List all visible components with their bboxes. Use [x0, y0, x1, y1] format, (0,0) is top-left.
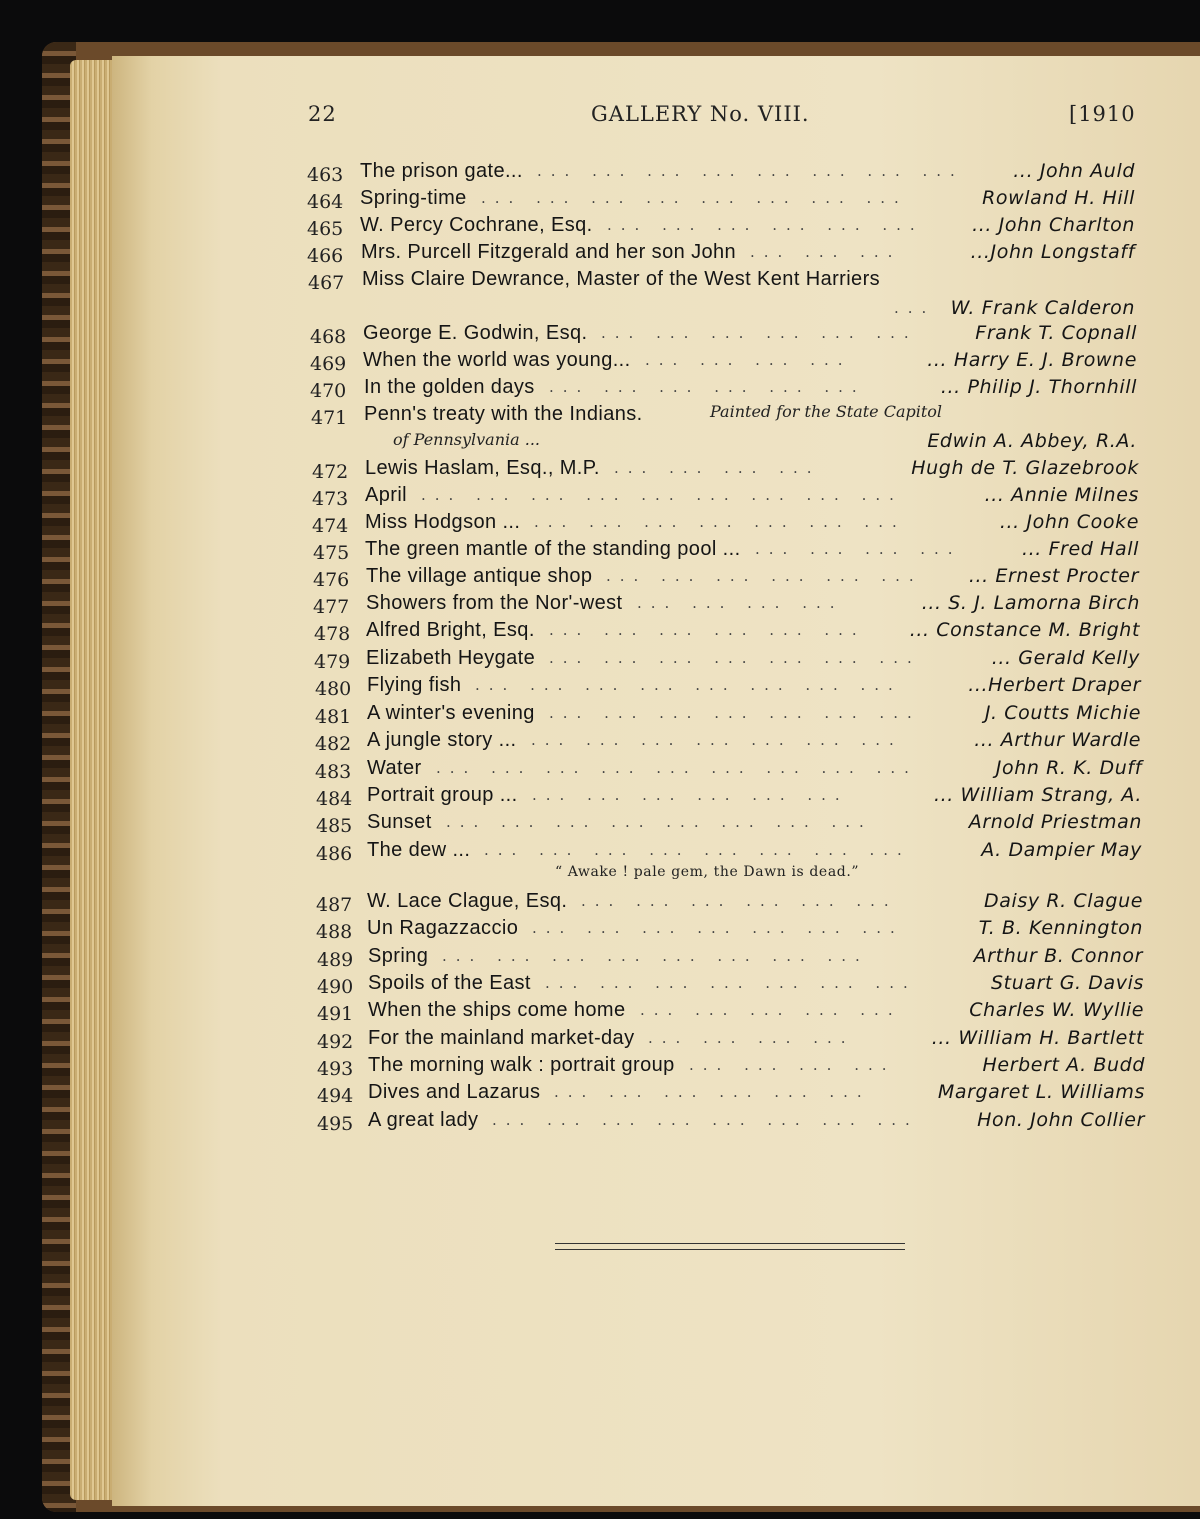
dot-leader: ... ... ... ... — [637, 594, 844, 612]
catalogue-entry — [0, 917, 1200, 943]
entry-title: April — [365, 484, 408, 506]
dot-leader: ... ... ... ... ... ... ... — [531, 731, 903, 749]
entry-number: 465 — [307, 218, 344, 240]
entry-number: 483 — [315, 761, 352, 783]
entry-title: The village antique shop — [366, 565, 593, 587]
entry-number: 493 — [317, 1058, 354, 1080]
entry-title: A winter's evening — [367, 702, 535, 724]
entry-title: Un Ragazzaccio — [367, 917, 519, 939]
entry-title: Water — [367, 757, 422, 779]
entry-artist: Herbert A. Budd — [982, 1054, 1145, 1076]
entry-title: A jungle story ... — [367, 729, 517, 751]
entry-title: Mrs. Purcell Fitzgerald and her son John — [361, 241, 737, 263]
catalogue-entry — [0, 619, 1200, 645]
entry-title: Miss Claire Dewrance, Master of the West Kent Harriers — [362, 268, 881, 290]
entry-title: Spring — [368, 945, 429, 967]
catalogue-entry — [0, 784, 1200, 810]
entry-artist: Arthur B. Connor — [973, 945, 1143, 967]
catalogue-entry — [0, 999, 1200, 1025]
entry-title: Showers from the Nor'-west — [366, 592, 623, 614]
entry-number: 474 — [312, 515, 349, 537]
entry-artist: Margaret L. Williams — [937, 1081, 1145, 1103]
dot-leader: ... ... ... ... ... ... ... — [532, 919, 904, 937]
dot-leader: ... ... ... ... ... ... — [581, 892, 898, 910]
dot-leader: ... ... ... ... ... ... ... ... — [481, 189, 908, 207]
entry-number: 476 — [313, 569, 350, 591]
entry-title: George E. Godwin, Esq. — [363, 322, 588, 344]
entry-artist: John R. K. Duff — [995, 757, 1142, 779]
entry-artist: ... Annie Milnes — [984, 484, 1139, 506]
entry-artist: Edwin A. Abbey, R.A. — [927, 430, 1137, 452]
entry-artist: ... William Strang, A. — [934, 784, 1142, 806]
entry-artist: ... John Cooke — [999, 511, 1139, 533]
entry-title: W. Lace Clague, Esq. — [367, 890, 568, 912]
entry-artist: T. B. Kennington — [978, 917, 1143, 939]
entry-quote: “ Awake ! pale gem, the Dawn is dead.” — [555, 864, 860, 880]
entry-number: 477 — [313, 596, 350, 618]
entry-number: 484 — [316, 788, 353, 810]
entry-number: 473 — [312, 488, 349, 510]
dot-leader: ... ... ... ... — [755, 540, 962, 558]
dot-leader: ... ... ... ... ... ... — [606, 567, 923, 585]
catalogue-entry — [0, 674, 1200, 700]
dot-leader: ... ... ... ... ... ... ... ... — [475, 676, 902, 694]
dot-leader: ... ... ... ... — [645, 351, 852, 369]
catalogue-entry — [0, 839, 1200, 880]
entry-artist: J. Coutts Michie — [984, 702, 1141, 724]
catalogue-entry — [0, 972, 1200, 998]
dot-leader: ... — [894, 299, 936, 317]
dot-leader: ... ... ... ... ... ... ... ... — [492, 1111, 919, 1129]
entry-number: 471 — [311, 407, 348, 429]
entry-artist: ... Fred Hall — [1022, 538, 1139, 560]
entry-number: 481 — [315, 706, 352, 728]
page-number: 22 — [308, 102, 337, 126]
entry-note-continued: of Pennsylvania ... — [393, 430, 541, 449]
entry-number: 492 — [317, 1031, 354, 1053]
dot-leader: ... ... ... ... ... ... ... — [549, 649, 921, 667]
catalogue-entry — [0, 457, 1200, 483]
dot-leader: ... ... ... ... ... ... ... — [549, 704, 921, 722]
dot-leader: ... ... ... ... ... ... ... ... — [484, 841, 911, 859]
dot-leader: ... ... ... ... — [614, 459, 821, 477]
entry-artist: Daisy R. Clague — [984, 890, 1143, 912]
entry-title: The prison gate... — [360, 160, 523, 182]
entry-artist: Charles W. Wyllie — [969, 999, 1144, 1021]
dot-leader: ... ... ... ... ... ... — [554, 1083, 871, 1101]
entry-title: Spoils of the East — [368, 972, 531, 994]
entry-number: 490 — [317, 976, 354, 998]
catalogue-entry — [0, 565, 1200, 591]
entry-number: 475 — [313, 542, 350, 564]
catalogue-entry — [0, 811, 1200, 837]
entry-title: Portrait group ... — [367, 784, 518, 806]
entry-artist: ... Arthur Wardle — [974, 729, 1141, 751]
entry-artist: ... Philip J. Thornhill — [940, 376, 1137, 398]
entry-title: Sunset — [367, 811, 432, 833]
entry-number: 485 — [316, 815, 353, 837]
page-header — [0, 102, 1200, 142]
entry-title: Penn's treaty with the Indians. — [364, 403, 643, 425]
dot-leader: ... ... ... ... ... ... ... ... — [446, 813, 873, 831]
catalogue-entry — [0, 647, 1200, 673]
catalogue-entry — [0, 1027, 1200, 1053]
dot-leader: ... ... ... ... ... ... — [549, 621, 866, 639]
entry-title: The dew ... — [367, 839, 471, 861]
entry-title: Alfred Bright, Esq. — [366, 619, 535, 641]
entry-number: 487 — [316, 894, 353, 916]
entry-artist: ... John Charlton — [972, 214, 1135, 236]
catalogue-entry — [0, 592, 1200, 618]
dot-leader: ... ... ... ... ... ... ... ... ... — [421, 486, 903, 504]
entry-title: W. Percy Cochrane, Esq. — [360, 214, 593, 236]
catalogue-entry — [0, 214, 1200, 240]
entry-title: Lewis Haslam, Esq., M.P. — [365, 457, 600, 479]
entry-title: When the world was young... — [363, 349, 631, 371]
entry-number: 491 — [317, 1003, 354, 1025]
entry-number: 494 — [317, 1085, 354, 1107]
entry-title: For the mainland market-day — [368, 1027, 635, 1049]
catalogue-entry — [0, 702, 1200, 728]
catalogue-entry — [0, 349, 1200, 375]
catalogue-entry — [0, 757, 1200, 783]
dot-leader: ... ... ... ... ... ... ... ... ... — [436, 759, 918, 777]
dot-leader: ... ... ... ... ... ... — [549, 378, 866, 396]
entry-number: 470 — [310, 380, 347, 402]
end-rule-top — [555, 1243, 905, 1244]
catalogue-entry — [0, 484, 1200, 510]
entry-title: Dives and Lazarus — [368, 1081, 541, 1103]
entry-title: The green mantle of the standing pool ... — [365, 538, 741, 560]
entry-artist: ...John Longstaff — [970, 241, 1135, 263]
entry-artist: ... S. J. Lamorna Birch — [921, 592, 1140, 614]
catalogue-entry — [0, 1109, 1200, 1135]
catalogue-entry — [0, 376, 1200, 402]
dot-leader: ... ... ... ... ... — [640, 1001, 902, 1019]
entry-number: 479 — [314, 651, 351, 673]
entry-number: 486 — [316, 843, 353, 865]
entry-number: 489 — [317, 949, 354, 971]
entry-number: 472 — [312, 461, 349, 483]
catalogue-entry — [0, 402, 1200, 452]
entry-title: In the golden days — [364, 376, 535, 398]
gallery-title: GALLERY No. VIII. — [591, 102, 810, 126]
entry-artist: ... William H. Bartlett — [931, 1027, 1144, 1049]
catalogue-year: [1910 — [1069, 102, 1136, 126]
entry-title: Elizabeth Heygate — [366, 647, 536, 669]
dot-leader: ... ... ... ... — [648, 1029, 855, 1047]
entry-artist: ... Harry E. J. Browne — [927, 349, 1137, 371]
entry-artist: ... John Auld — [1013, 160, 1135, 182]
catalogue-entry — [0, 1081, 1200, 1107]
entry-number: 480 — [315, 678, 352, 700]
entry-number: 482 — [315, 733, 352, 755]
entry-number: 469 — [310, 353, 347, 375]
entry-artist: ... Gerald Kelly — [991, 647, 1140, 669]
entry-number: 466 — [307, 245, 344, 267]
catalogue-entry — [0, 511, 1200, 537]
entry-artist: Stuart G. Davis — [991, 972, 1144, 994]
dot-leader: ... ... ... ... ... ... ... ... — [442, 947, 869, 965]
entry-number: 495 — [317, 1113, 354, 1135]
entry-artist: ... Ernest Procter — [968, 565, 1139, 587]
dot-leader: ... ... ... ... ... ... ... — [545, 974, 917, 992]
entry-number: 464 — [307, 191, 344, 213]
entry-number: 463 — [307, 164, 344, 186]
entry-title: When the ships come home — [368, 999, 626, 1021]
entry-artist: ... Constance M. Bright — [909, 619, 1140, 641]
catalogue-entry — [0, 241, 1200, 267]
entry-title: A great lady — [368, 1109, 479, 1131]
dot-leader: ... ... ... ... ... ... — [601, 324, 918, 342]
dot-leader: ... ... ... ... — [689, 1056, 896, 1074]
entry-number: 467 — [308, 272, 345, 294]
catalogue-entry — [0, 890, 1200, 916]
entry-title: Flying fish — [367, 674, 462, 696]
entry-artist: Hon. John Collier — [977, 1109, 1145, 1131]
catalogue-entry — [0, 538, 1200, 564]
catalogue-entry — [0, 322, 1200, 348]
entry-artist: A. Dampier May — [981, 839, 1142, 861]
entry-title: Spring-time — [360, 187, 467, 209]
dot-leader: ... ... ... ... ... ... ... — [534, 513, 906, 531]
entry-artist: W. Frank Calderon — [950, 297, 1135, 319]
entry-artist: Hugh de T. Glazebrook — [911, 457, 1139, 479]
catalogue-entry — [0, 1054, 1200, 1080]
catalogue-entry — [0, 160, 1200, 186]
catalogue-entry — [0, 945, 1200, 971]
entry-number: 468 — [310, 326, 347, 348]
entry-number: 478 — [314, 623, 351, 645]
entry-artist: Frank T. Copnall — [975, 322, 1137, 344]
entry-artist: Rowland H. Hill — [982, 187, 1135, 209]
dot-leader: ... ... ... ... ... ... — [532, 786, 849, 804]
catalogue-entry — [0, 729, 1200, 755]
entry-note: Painted for the State Capitol — [710, 402, 943, 421]
entry-artist: Arnold Priestman — [968, 811, 1142, 833]
entry-artist: ...Herbert Draper — [968, 674, 1141, 696]
entry-title: Miss Hodgson ... — [365, 511, 521, 533]
catalogue-entry — [0, 268, 1200, 319]
end-rule-bottom — [555, 1249, 905, 1250]
dot-leader: ... ... ... ... ... ... ... ... — [537, 162, 964, 180]
entry-title: The morning walk : portrait group — [368, 1054, 675, 1076]
dot-leader: ... ... ... — [750, 243, 902, 261]
entry-number: 488 — [316, 921, 353, 943]
dot-leader: ... ... ... ... ... ... — [607, 216, 924, 234]
catalogue-entry — [0, 187, 1200, 213]
